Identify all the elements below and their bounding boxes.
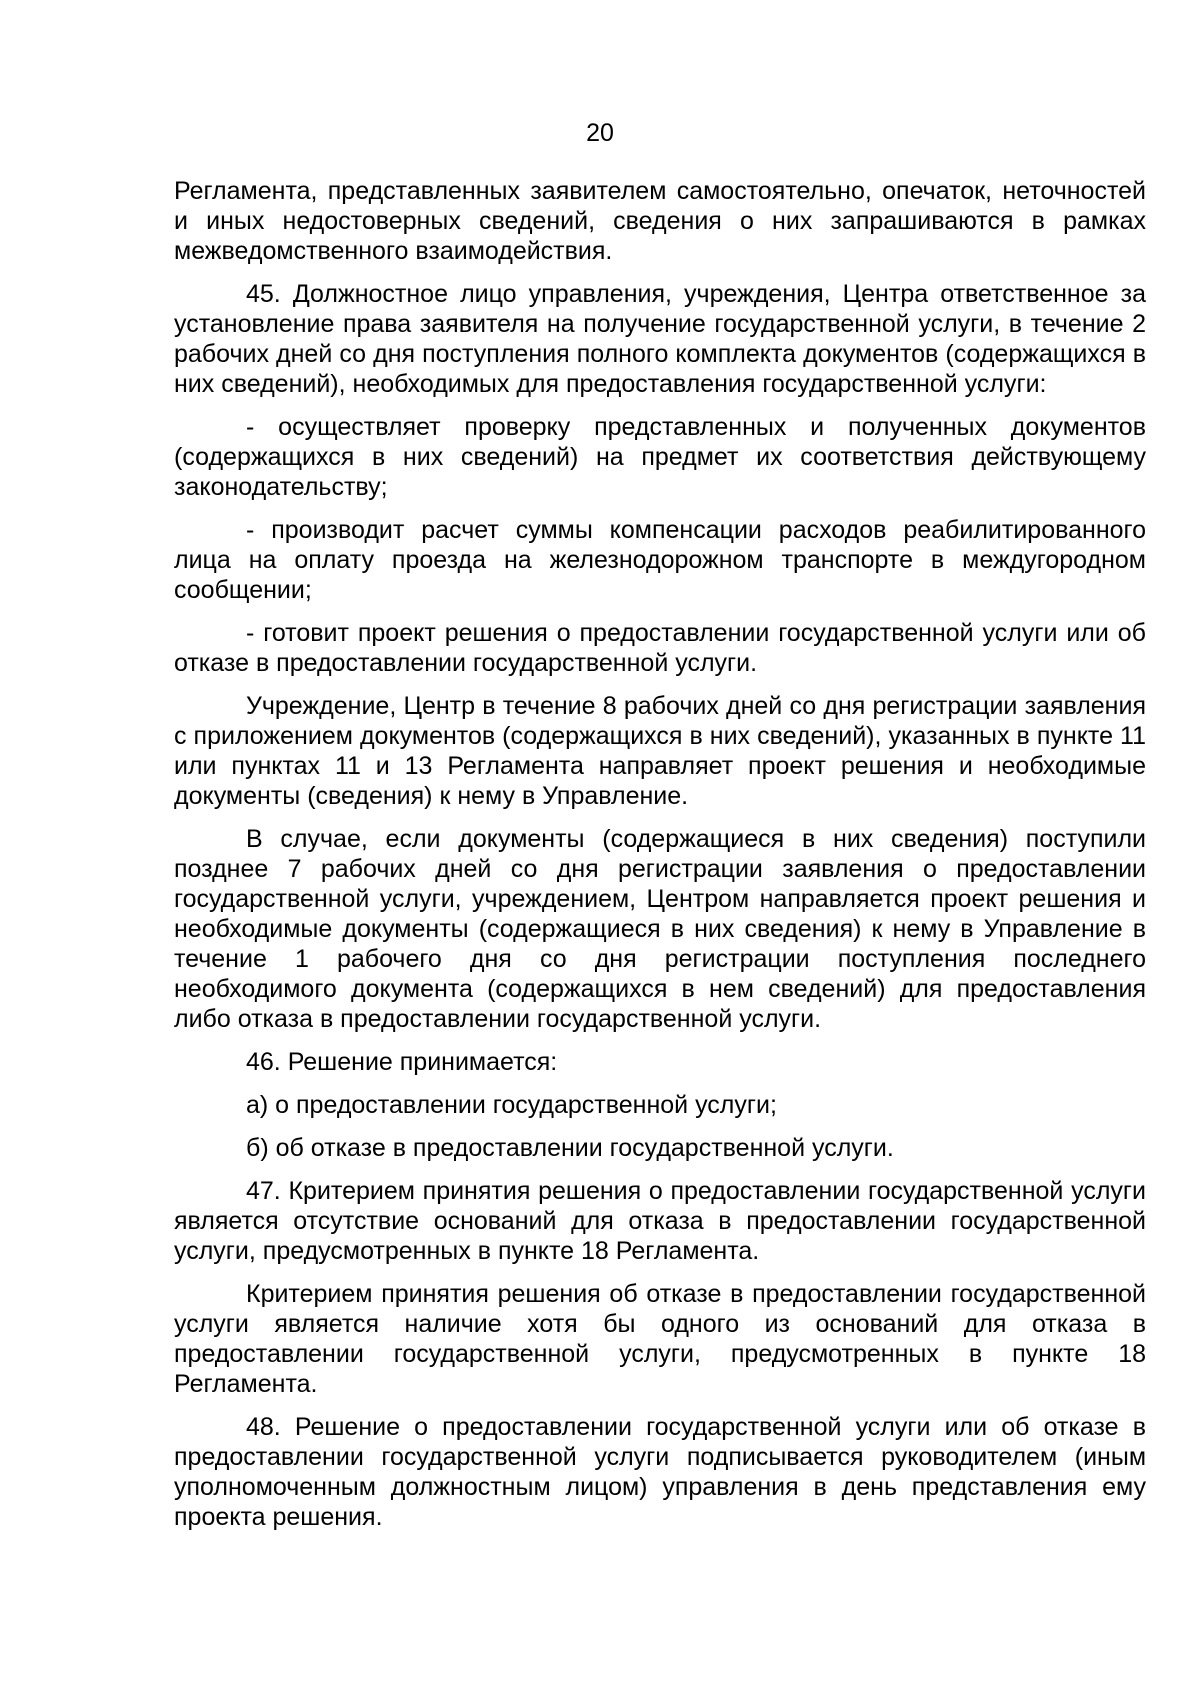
paragraph: Учреждение, Центр в течение 8 рабочих дней со дня регистрации заявления с приложением документов (содержащихся в них сведений), указанных в пункте 11 или пунктах 11 и 13 Регламента направляет проект решения и необходимые документы (сведения) к нему в Управление. — [174, 692, 1146, 810]
paragraph: а) о предоставлении государственной услуги; — [246, 1091, 777, 1119]
paragraph: В случае, если документы (содержащиеся в них сведения) поступили позднее 7 рабочих дней со дня регистрации заявления о предоставлении государственной услуги, учреждением, Центром направляется проект решения и необходимые документы (содержащиеся в них сведения) к нему в Управление в течение 1 рабочего дня со дня регистрации поступления последнего необходимого документа (содержащихся в нем сведений) для предоставления либо отказа в предоставлении государственной услуги. — [174, 825, 1146, 1033]
paragraph: - готовит проект решения о предоставлении государственной услуги или об отказе в предоставлении государственной услуги. — [174, 619, 1146, 677]
paragraph: Критерием принятия решения об отказе в предоставлении государственной услуги является наличие хотя бы одного из оснований для отказа в предоставлении государственной услуги, предусмотренных в пункте 18 Регламента. — [174, 1280, 1146, 1398]
paragraph: 48. Решение о предоставлении государственной услуги или об отказе в предоставлении государственной услуги подписывается руководителем (иным уполномоченным должностным лицом) управления в день представления ему проекта решения. — [174, 1413, 1146, 1531]
page-number: 20 — [586, 119, 614, 147]
paragraph: 46. Решение принимается: — [246, 1048, 558, 1076]
paragraph: б) об отказе в предоставлении государственной услуги. — [246, 1134, 894, 1162]
paragraph: 47. Критерием принятия решения о предоставлении государственной услуги является отсутствие оснований для отказа в предоставлении государственной услуги, предусмотренных в пункте 18 Регламента. — [174, 1177, 1146, 1265]
paragraph: - производит расчет суммы компенсации расходов реабилитированного лица на оплату проезда на железнодорожном транспорте в междугородном сообщении; — [174, 516, 1146, 604]
paragraph: 45. Должностное лицо управления, учреждения, Центра ответственное за установление права заявителя на получение государственной услуги, в течение 2 рабочих дней со дня поступления полного комплекта документов (содержащихся в них сведений), необходимых для предоставления государственной услуги: — [174, 280, 1146, 398]
paragraph: Регламента, представленных заявителем самостоятельно, опечаток, неточностей и иных недостоверных сведений, сведения о них запрашиваются в рамках межведомственного взаимодействия. — [174, 177, 1146, 265]
document-body — [174, 176, 1146, 1545]
paragraph: - осуществляет проверку представленных и полученных документов (содержащихся в них сведений) на предмет их соответствия действующему законодательству; — [174, 413, 1146, 501]
